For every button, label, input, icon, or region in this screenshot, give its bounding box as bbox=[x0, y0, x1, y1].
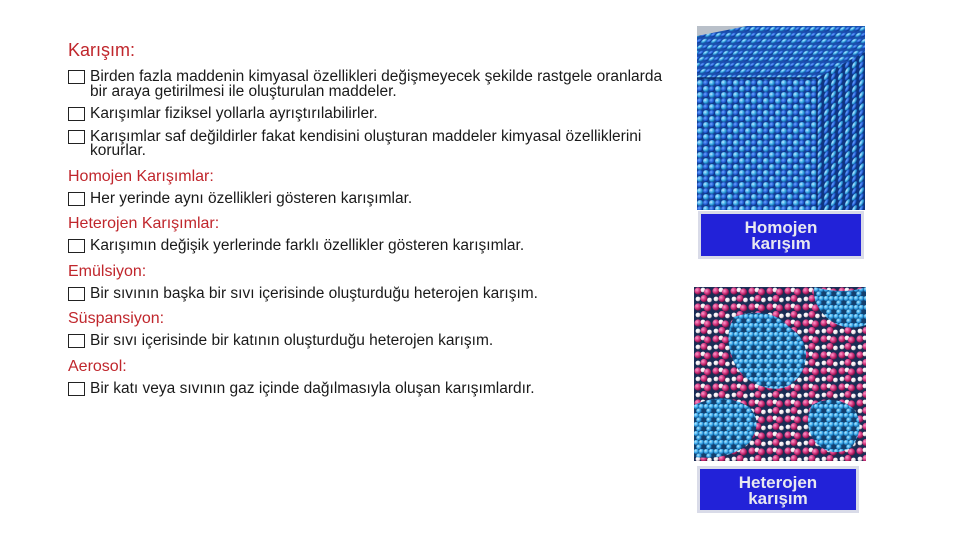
list-item-text: Bir sıvının başka bir sıvı içerisinde oluşturduğu heterojen karışım. bbox=[90, 284, 538, 302]
list-item bbox=[68, 239, 668, 254]
list-item bbox=[68, 189, 668, 207]
list-item bbox=[68, 107, 668, 122]
checkbox-square-icon bbox=[68, 382, 85, 396]
section-heading-aerosol: Aerosol: bbox=[68, 357, 127, 375]
checkbox-square-icon bbox=[68, 130, 85, 144]
list-item bbox=[68, 127, 668, 159]
homogeneous-mixture-spheres-image bbox=[697, 26, 865, 210]
caption-line: karışım bbox=[751, 234, 811, 253]
list-item-text: Her yerinde aynı özellikleri gösteren karışımlar. bbox=[90, 189, 413, 207]
list-item-text: Birden fazla maddenin kimyasal özellikleri değişmeyecek şekilde rastgele oranlarda bir araya getirilmesi ile oluşturulan maddeler. bbox=[90, 68, 663, 100]
list-item bbox=[68, 70, 668, 99]
caption-homojen bbox=[698, 211, 864, 259]
heterogeneous-mixture-spheres-image bbox=[694, 287, 866, 461]
checkbox-square-icon bbox=[68, 334, 85, 348]
caption-line: karışım bbox=[748, 489, 808, 508]
list-item bbox=[68, 379, 668, 397]
section-heading-homojen: Homojen Karışımlar: bbox=[68, 167, 214, 185]
checkbox-square-icon bbox=[68, 70, 85, 84]
list-item-text: Bir sıvı içerisinde bir katının oluşturduğu heterojen karışım. bbox=[90, 332, 494, 349]
checkbox-square-icon bbox=[68, 239, 85, 253]
page-title: Karışım: bbox=[68, 40, 136, 60]
caption-heterojen bbox=[697, 466, 859, 513]
list-item-text: Karışımlar saf değildirler fakat kendisini oluşturan maddeler kimyasal özelliklerini korurlar. bbox=[90, 127, 642, 159]
list-item-text: Karışımın değişik yerlerinde farklı özellikler gösteren karışımlar. bbox=[90, 237, 525, 254]
section-heading-heterojen: Heterojen Karışımlar: bbox=[68, 215, 220, 232]
checkbox-square-icon bbox=[68, 287, 85, 301]
checkbox-square-icon bbox=[68, 192, 85, 206]
checkbox-square-icon bbox=[68, 107, 85, 121]
section-heading-emulsiyon: Emülsiyon: bbox=[68, 262, 147, 280]
caption-line: Heterojen bbox=[738, 473, 818, 492]
list-item-text: Bir katı veya sıvının gaz içinde dağılmasıyla oluşan karışımlardır. bbox=[90, 379, 535, 397]
list-item bbox=[68, 334, 668, 349]
section-heading-suspansiyon: Süspansiyon: bbox=[68, 310, 165, 327]
list-item-text: Karışımlar fiziksel yollarla ayrıştırılabilirler. bbox=[90, 105, 378, 122]
slide-content bbox=[68, 38, 668, 404]
list-item bbox=[68, 284, 668, 302]
caption-line: Homojen bbox=[744, 218, 818, 237]
